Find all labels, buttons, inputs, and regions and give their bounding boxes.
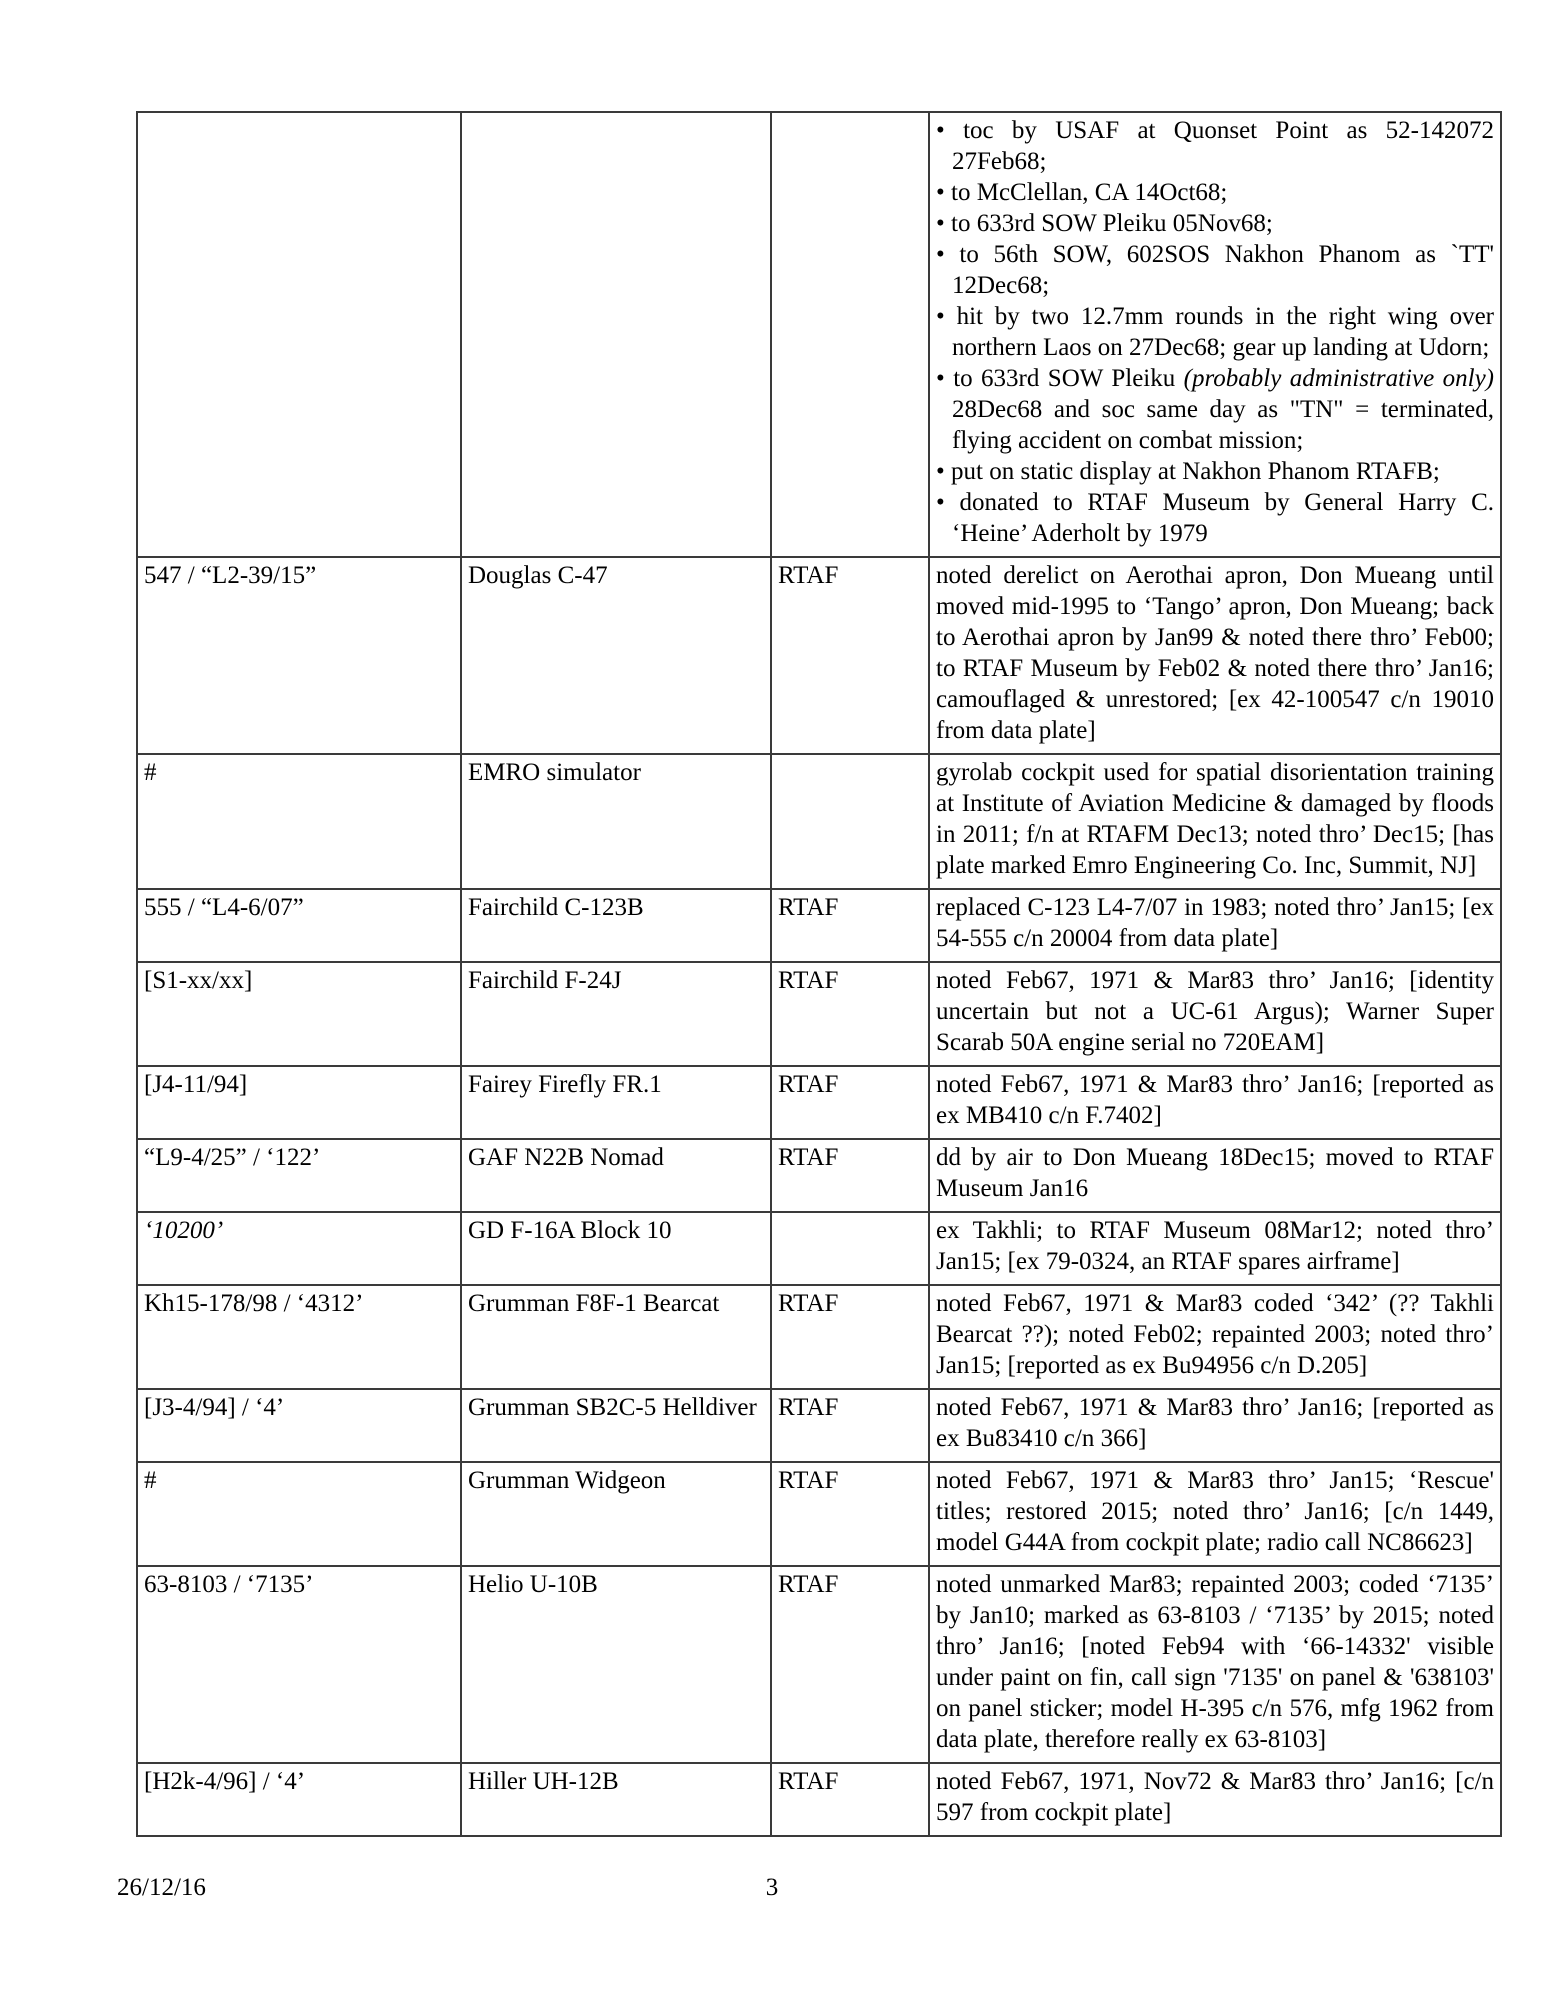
table-row [137, 1566, 1501, 1763]
table-row [137, 557, 1501, 754]
note-bullet: • toc by USAF at Quonset Point as 52-142072 27Feb68; [936, 115, 1494, 177]
cell-serial: “L9-4/25” / ‘122’ [137, 1139, 461, 1212]
note-bullet: • donated to RTAF Museum by General Harry C. ‘Heine’ Aderholt by 1979 [936, 487, 1494, 549]
cell-notes: noted Feb67, 1971 & Mar83 thro’ Jan16; [identity uncertain but not a UC-61 Argus); Warner Super Scarab 50A engine serial no 720EAM] [929, 962, 1501, 1066]
cell-serial [137, 112, 461, 557]
cell-operator: RTAF [771, 1066, 929, 1139]
table-row-continuation [137, 112, 1501, 557]
cell-serial: 547 / “L2-39/15” [137, 557, 461, 754]
cell-serial: [S1-xx/xx] [137, 962, 461, 1066]
cell-notes: noted Feb67, 1971 & Mar83 coded ‘342’ (?? Takhli Bearcat ??); noted Feb02; repainted 2003; noted thro’ Jan15; [reported as ex Bu94956 c/n D.205] [929, 1285, 1501, 1389]
cell-type: Grumman Widgeon [461, 1462, 771, 1566]
cell-type [461, 112, 771, 557]
aircraft-table-body [137, 112, 1501, 1836]
cell-operator [771, 1212, 929, 1285]
cell-operator: RTAF [771, 1462, 929, 1566]
cell-notes: dd by air to Don Mueang 18Dec15; moved to RTAF Museum Jan16 [929, 1139, 1501, 1212]
footer-date: 26/12/16 [117, 1874, 206, 1901]
cell-type: Grumman SB2C-5 Helldiver [461, 1389, 771, 1462]
cell-serial: Kh15-178/98 / ‘4312’ [137, 1285, 461, 1389]
table-row [137, 1462, 1501, 1566]
table-row [137, 1285, 1501, 1389]
cell-notes: noted Feb67, 1971 & Mar83 thro’ Jan15; ‘Rescue' titles; restored 2015; noted thro’ Jan16; [c/n 1449, model G44A from cockpit plate; radio call NC86623] [929, 1462, 1501, 1566]
table-row [137, 754, 1501, 889]
cell-serial: 63-8103 / ‘7135’ [137, 1566, 461, 1763]
note-bullet: • hit by two 12.7mm rounds in the right wing over northern Laos on 27Dec68; gear up landing at Udorn; [936, 301, 1494, 363]
table-row [137, 1139, 1501, 1212]
table-row [137, 962, 1501, 1066]
table-row [137, 1763, 1501, 1836]
cell-operator: RTAF [771, 1285, 929, 1389]
table-row [137, 1066, 1501, 1139]
table-row [137, 889, 1501, 962]
cell-notes: replaced C-123 L4-7/07 in 1983; noted thro’ Jan15; [ex 54-555 c/n 20004 from data plate] [929, 889, 1501, 962]
cell-notes: noted Feb67, 1971 & Mar83 thro’ Jan16; [reported as ex MB410 c/n F.7402] [929, 1066, 1501, 1139]
cell-serial: 555 / “L4-6/07” [137, 889, 461, 962]
cell-type: Fairey Firefly FR.1 [461, 1066, 771, 1139]
cell-notes: ex Takhli; to RTAF Museum 08Mar12; noted thro’ Jan15; [ex 79-0324, an RTAF spares airframe] [929, 1212, 1501, 1285]
cell-notes: noted Feb67, 1971, Nov72 & Mar83 thro’ Jan16; [c/n 597 from cockpit plate] [929, 1763, 1501, 1836]
cell-serial: # [137, 754, 461, 889]
cell-serial: [J4-11/94] [137, 1066, 461, 1139]
cell-operator: RTAF [771, 889, 929, 962]
note-bullet: • to McClellan, CA 14Oct68; [936, 177, 1494, 208]
cell-operator: RTAF [771, 1389, 929, 1462]
cell-type: Fairchild F-24J [461, 962, 771, 1066]
cell-type: GD F-16A Block 10 [461, 1212, 771, 1285]
cell-type: EMRO simulator [461, 754, 771, 889]
footer-page-number: 3 [765, 1874, 779, 1901]
cell-type: Helio U-10B [461, 1566, 771, 1763]
cell-serial: ‘10200’ [137, 1212, 461, 1285]
cell-notes: gyrolab cockpit used for spatial disorientation training at Institute of Aviation Medicine & damaged by floods in 2011; f/n at RTAFM Dec13; noted thro’ Dec15; [has plate marked Emro Engineering Co. Inc, Summit, NJ] [929, 754, 1501, 889]
cell-operator [771, 112, 929, 557]
cell-operator [771, 754, 929, 889]
cell-type: Fairchild C-123B [461, 889, 771, 962]
aircraft-table [136, 111, 1502, 1837]
cell-notes: noted derelict on Aerothai apron, Don Mueang until moved mid-1995 to ‘Tango’ apron, Don Mueang; back to Aerothai apron by Jan99 & noted there thro’ Feb00; to RTAF Museum by Feb02 & noted there thro’ Jan16; camouflaged & unrestored; [ex 42-100547 c/n 19010 from data plate] [929, 557, 1501, 754]
cell-notes [929, 112, 1501, 557]
note-bullet: • to 633rd SOW Pleiku 05Nov68; [936, 208, 1494, 239]
cell-serial: [J3-4/94] / ‘4’ [137, 1389, 461, 1462]
note-bullet: • to 633rd SOW Pleiku (probably administrative only) 28Dec68 and soc same day as "TN" = terminated, flying accident on combat mission; [936, 363, 1494, 456]
cell-type: Grumman F8F-1 Bearcat [461, 1285, 771, 1389]
cell-operator: RTAF [771, 557, 929, 754]
cell-type: Douglas C-47 [461, 557, 771, 754]
cell-type: GAF N22B Nomad [461, 1139, 771, 1212]
cell-notes: noted unmarked Mar83; repainted 2003; coded ‘7135’ by Jan10; marked as 63-8103 / ‘7135’ by 2015; noted thro’ Jan16; [noted Feb94 with ‘66-14332' visible under paint on fin, call sign '7135' on panel & '638103' on panel sticker; model H-395 c/n 576, mfg 1962 from data plate, therefore really ex 63-8103] [929, 1566, 1501, 1763]
cell-type: Hiller UH-12B [461, 1763, 771, 1836]
cell-notes: noted Feb67, 1971 & Mar83 thro’ Jan16; [reported as ex Bu83410 c/n 366] [929, 1389, 1501, 1462]
cell-operator: RTAF [771, 1763, 929, 1836]
cell-operator: RTAF [771, 962, 929, 1066]
cell-serial: # [137, 1462, 461, 1566]
table-row [137, 1389, 1501, 1462]
note-bullet: • to 56th SOW, 602SOS Nakhon Phanom as `TT' 12Dec68; [936, 239, 1494, 301]
table-row [137, 1212, 1501, 1285]
cell-operator: RTAF [771, 1139, 929, 1212]
cell-operator: RTAF [771, 1566, 929, 1763]
cell-serial: [H2k-4/96] / ‘4’ [137, 1763, 461, 1836]
note-bullet: • put on static display at Nakhon Phanom RTAFB; [936, 456, 1494, 487]
